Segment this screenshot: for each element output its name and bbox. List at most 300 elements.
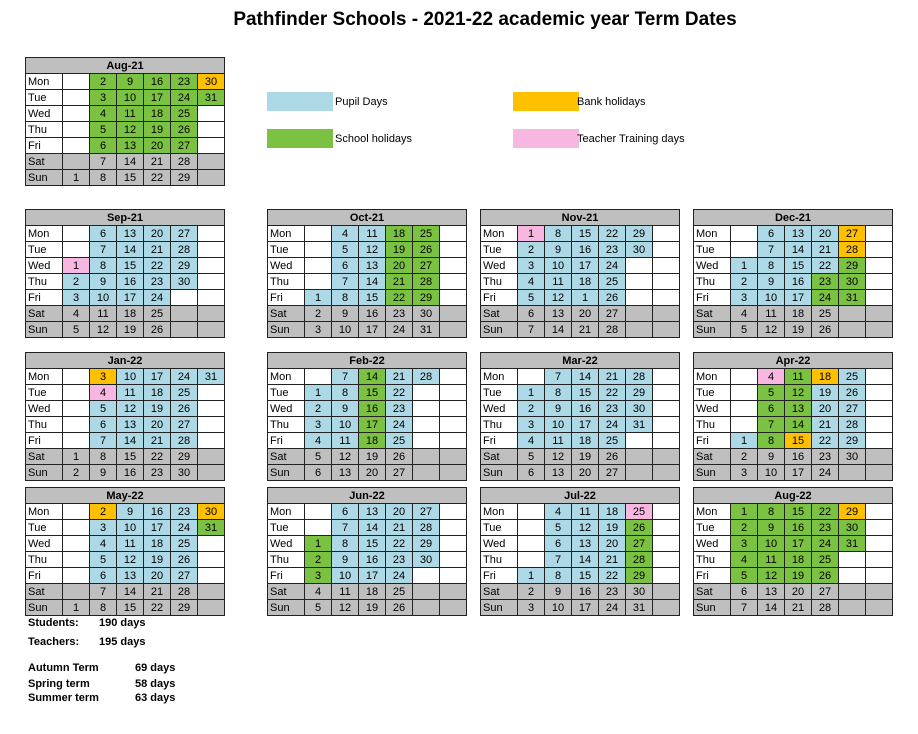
date-cell: 18 — [117, 306, 144, 322]
date-cell: 25 — [599, 433, 626, 449]
day-name-label: Fri — [268, 433, 305, 449]
legend-swatch-bank — [513, 92, 579, 111]
date-cell: 19 — [386, 242, 413, 258]
date-cell: 9 — [117, 74, 144, 90]
day-name-label: Wed — [694, 536, 731, 552]
week-day-row — [268, 306, 467, 322]
month-header: Dec-21 — [694, 210, 893, 226]
date-cell: 30 — [198, 504, 225, 520]
date-cell — [63, 369, 90, 385]
date-cell — [198, 170, 225, 186]
week-day-row — [481, 449, 680, 465]
date-cell: 23 — [144, 274, 171, 290]
date-cell: 28 — [413, 520, 440, 536]
day-name-label: Tue — [26, 90, 63, 106]
date-cell: 13 — [117, 417, 144, 433]
week-day-row — [26, 600, 225, 616]
day-name-label: Sat — [26, 449, 63, 465]
date-cell: 4 — [90, 106, 117, 122]
date-cell: 13 — [572, 536, 599, 552]
date-cell: 10 — [758, 465, 785, 481]
date-cell: 4 — [305, 433, 332, 449]
date-cell — [866, 417, 893, 433]
date-cell: 9 — [332, 401, 359, 417]
date-cell: 31 — [839, 290, 866, 306]
day-name-label: Wed — [481, 401, 518, 417]
month-header: Sep-21 — [26, 210, 225, 226]
week-day-row — [26, 568, 225, 584]
date-cell: 8 — [545, 226, 572, 242]
month-calendar-jan-22 — [25, 352, 225, 481]
date-cell: 25 — [171, 385, 198, 401]
date-cell — [413, 465, 440, 481]
date-cell — [653, 274, 680, 290]
date-cell: 9 — [545, 584, 572, 600]
date-cell: 24 — [171, 369, 198, 385]
date-cell: 24 — [812, 536, 839, 552]
date-cell: 5 — [545, 520, 572, 536]
week-day-row — [481, 433, 680, 449]
date-cell: 28 — [171, 584, 198, 600]
date-cell — [440, 417, 467, 433]
date-cell: 13 — [758, 584, 785, 600]
date-cell: 22 — [599, 385, 626, 401]
date-cell: 2 — [731, 449, 758, 465]
date-cell — [440, 242, 467, 258]
students-label: Students: — [28, 617, 79, 629]
week-day-row — [481, 290, 680, 306]
date-cell: 10 — [332, 417, 359, 433]
week-day-row — [26, 504, 225, 520]
date-cell: 24 — [599, 600, 626, 616]
date-cell: 28 — [413, 274, 440, 290]
date-cell: 3 — [63, 290, 90, 306]
date-cell: 14 — [117, 154, 144, 170]
date-cell — [518, 552, 545, 568]
date-cell: 28 — [626, 369, 653, 385]
date-cell: 4 — [63, 306, 90, 322]
date-cell: 11 — [359, 226, 386, 242]
date-cell: 28 — [171, 433, 198, 449]
day-name-label: Mon — [26, 369, 63, 385]
date-cell — [440, 226, 467, 242]
date-cell: 2 — [518, 242, 545, 258]
date-cell — [171, 322, 198, 338]
week-day-row — [694, 385, 893, 401]
date-cell — [63, 122, 90, 138]
date-cell: 30 — [839, 449, 866, 465]
week-day-row — [26, 290, 225, 306]
month-header: Feb-22 — [268, 353, 467, 369]
date-cell: 26 — [386, 449, 413, 465]
date-cell: 15 — [117, 449, 144, 465]
date-cell: 24 — [599, 258, 626, 274]
date-cell: 23 — [812, 520, 839, 536]
date-cell: 13 — [359, 504, 386, 520]
date-cell: 28 — [839, 417, 866, 433]
date-cell: 17 — [572, 258, 599, 274]
date-cell: 28 — [626, 552, 653, 568]
date-cell: 6 — [518, 306, 545, 322]
date-cell: 12 — [572, 520, 599, 536]
date-cell: 29 — [413, 290, 440, 306]
date-cell: 12 — [545, 290, 572, 306]
date-cell: 24 — [171, 90, 198, 106]
date-cell — [198, 584, 225, 600]
date-cell: 29 — [626, 568, 653, 584]
month-calendar-may-22 — [25, 487, 225, 616]
date-cell — [626, 274, 653, 290]
date-cell — [440, 568, 467, 584]
day-name-label: Thu — [268, 274, 305, 290]
date-cell — [653, 369, 680, 385]
date-cell: 15 — [572, 226, 599, 242]
date-cell: 12 — [545, 449, 572, 465]
date-cell: 22 — [144, 449, 171, 465]
autumn-term-value: 69 days — [135, 662, 176, 674]
date-cell — [413, 449, 440, 465]
week-day-row — [694, 465, 893, 481]
date-cell: 26 — [171, 122, 198, 138]
date-cell — [440, 520, 467, 536]
date-cell — [63, 226, 90, 242]
date-cell: 12 — [332, 449, 359, 465]
date-cell: 23 — [599, 584, 626, 600]
week-day-row — [26, 226, 225, 242]
date-cell: 2 — [731, 520, 758, 536]
date-cell: 9 — [332, 552, 359, 568]
day-name-label: Tue — [694, 520, 731, 536]
week-day-row — [694, 226, 893, 242]
date-cell — [731, 242, 758, 258]
date-cell: 13 — [545, 306, 572, 322]
week-day-row — [694, 536, 893, 552]
date-cell: 10 — [90, 290, 117, 306]
date-cell — [866, 568, 893, 584]
week-day-row — [268, 258, 467, 274]
day-name-label: Thu — [481, 274, 518, 290]
date-cell: 7 — [731, 600, 758, 616]
date-cell: 1 — [731, 504, 758, 520]
day-name-label: Fri — [268, 568, 305, 584]
day-name-label: Mon — [26, 504, 63, 520]
date-cell: 6 — [90, 138, 117, 154]
week-day-row — [26, 106, 225, 122]
date-cell: 1 — [63, 258, 90, 274]
date-cell: 17 — [572, 600, 599, 616]
date-cell: 12 — [90, 322, 117, 338]
date-cell: 28 — [839, 242, 866, 258]
date-cell: 12 — [332, 600, 359, 616]
date-cell — [866, 536, 893, 552]
date-cell: 8 — [90, 449, 117, 465]
day-name-label: Fri — [481, 568, 518, 584]
date-cell — [198, 322, 225, 338]
week-day-row — [694, 322, 893, 338]
date-cell — [198, 138, 225, 154]
date-cell — [198, 306, 225, 322]
date-cell — [198, 385, 225, 401]
day-name-label: Tue — [481, 242, 518, 258]
date-cell: 9 — [90, 465, 117, 481]
date-cell: 15 — [359, 385, 386, 401]
month-header: Jun-22 — [268, 488, 467, 504]
date-cell: 1 — [518, 385, 545, 401]
legend-label-pupil: Pupil Days — [335, 96, 388, 108]
week-day-row — [694, 306, 893, 322]
date-cell: 11 — [332, 584, 359, 600]
date-cell: 24 — [171, 520, 198, 536]
date-cell: 11 — [545, 274, 572, 290]
week-day-row — [26, 170, 225, 186]
month-calendar-aug-22 — [693, 487, 893, 616]
date-cell: 7 — [545, 369, 572, 385]
week-day-row — [26, 417, 225, 433]
week-day-row — [26, 369, 225, 385]
date-cell: 1 — [63, 170, 90, 186]
date-cell: 31 — [626, 600, 653, 616]
date-cell: 15 — [117, 258, 144, 274]
date-cell: 22 — [144, 600, 171, 616]
date-cell: 13 — [117, 568, 144, 584]
day-name-label: Wed — [26, 536, 63, 552]
date-cell — [63, 417, 90, 433]
day-name-label: Thu — [26, 552, 63, 568]
date-cell — [198, 536, 225, 552]
date-cell: 14 — [758, 600, 785, 616]
date-cell — [413, 568, 440, 584]
day-name-label: Mon — [268, 504, 305, 520]
date-cell: 18 — [144, 106, 171, 122]
day-name-label: Tue — [268, 385, 305, 401]
date-cell — [653, 290, 680, 306]
date-cell: 1 — [518, 568, 545, 584]
week-day-row — [268, 242, 467, 258]
date-cell: 25 — [812, 306, 839, 322]
date-cell — [626, 306, 653, 322]
week-day-row — [481, 465, 680, 481]
date-cell: 22 — [144, 170, 171, 186]
date-cell: 18 — [572, 433, 599, 449]
date-cell — [63, 584, 90, 600]
date-cell: 17 — [785, 536, 812, 552]
date-cell: 17 — [117, 290, 144, 306]
day-name-label: Sat — [694, 306, 731, 322]
date-cell: 6 — [332, 258, 359, 274]
date-cell: 1 — [731, 433, 758, 449]
date-cell: 17 — [785, 290, 812, 306]
date-cell: 21 — [144, 433, 171, 449]
date-cell: 17 — [144, 369, 171, 385]
date-cell: 2 — [63, 465, 90, 481]
date-cell: 23 — [599, 401, 626, 417]
date-cell: 8 — [332, 290, 359, 306]
date-cell — [626, 258, 653, 274]
date-cell — [413, 433, 440, 449]
date-cell: 3 — [518, 600, 545, 616]
date-cell: 3 — [305, 322, 332, 338]
date-cell: 13 — [785, 401, 812, 417]
date-cell — [440, 584, 467, 600]
date-cell: 13 — [545, 465, 572, 481]
month-calendar-sep-21 — [25, 209, 225, 338]
month-calendar-mar-22 — [480, 352, 680, 481]
date-cell: 7 — [518, 322, 545, 338]
date-cell — [198, 106, 225, 122]
day-name-label: Thu — [694, 417, 731, 433]
week-day-row — [694, 568, 893, 584]
date-cell — [171, 306, 198, 322]
date-cell: 14 — [545, 322, 572, 338]
date-cell: 24 — [386, 417, 413, 433]
date-cell — [440, 322, 467, 338]
date-cell: 23 — [812, 274, 839, 290]
date-cell — [653, 322, 680, 338]
date-cell: 5 — [731, 322, 758, 338]
date-cell: 26 — [144, 322, 171, 338]
date-cell: 4 — [305, 584, 332, 600]
date-cell: 13 — [332, 465, 359, 481]
date-cell: 16 — [117, 465, 144, 481]
date-cell — [63, 74, 90, 90]
month-calendar-oct-21 — [267, 209, 467, 338]
week-day-row — [268, 584, 467, 600]
date-cell: 14 — [117, 242, 144, 258]
date-cell: 20 — [599, 536, 626, 552]
week-day-row — [26, 385, 225, 401]
date-cell: 8 — [758, 433, 785, 449]
date-cell — [198, 290, 225, 306]
date-cell: 10 — [545, 417, 572, 433]
date-cell — [839, 584, 866, 600]
date-cell: 1 — [305, 290, 332, 306]
date-cell: 26 — [386, 600, 413, 616]
day-name-label: Sat — [268, 449, 305, 465]
date-cell — [866, 401, 893, 417]
legend-swatch-pupil — [267, 92, 333, 111]
date-cell: 2 — [90, 504, 117, 520]
date-cell — [731, 385, 758, 401]
day-name-label: Tue — [268, 242, 305, 258]
date-cell: 5 — [90, 552, 117, 568]
date-cell: 4 — [545, 504, 572, 520]
date-cell: 17 — [359, 417, 386, 433]
date-cell — [305, 520, 332, 536]
date-cell: 10 — [117, 369, 144, 385]
date-cell: 26 — [171, 552, 198, 568]
month-header: Mar-22 — [481, 353, 680, 369]
date-cell: 18 — [144, 385, 171, 401]
date-cell: 21 — [812, 242, 839, 258]
date-cell — [198, 449, 225, 465]
date-cell: 9 — [758, 449, 785, 465]
date-cell — [653, 600, 680, 616]
date-cell: 8 — [90, 258, 117, 274]
date-cell: 11 — [332, 433, 359, 449]
week-day-row — [268, 401, 467, 417]
date-cell: 5 — [305, 600, 332, 616]
date-cell: 16 — [359, 552, 386, 568]
date-cell: 21 — [785, 600, 812, 616]
week-day-row — [694, 369, 893, 385]
date-cell: 6 — [90, 568, 117, 584]
date-cell — [413, 584, 440, 600]
day-name-label: Wed — [481, 536, 518, 552]
date-cell: 16 — [144, 504, 171, 520]
date-cell: 25 — [626, 504, 653, 520]
spring-term-value: 58 days — [135, 678, 176, 690]
date-cell: 28 — [599, 322, 626, 338]
date-cell — [626, 433, 653, 449]
date-cell: 2 — [305, 552, 332, 568]
date-cell: 23 — [171, 504, 198, 520]
date-cell — [866, 322, 893, 338]
date-cell: 18 — [812, 369, 839, 385]
day-name-label: Fri — [26, 568, 63, 584]
date-cell — [413, 385, 440, 401]
date-cell: 19 — [359, 449, 386, 465]
date-cell: 2 — [90, 74, 117, 90]
day-name-label: Sun — [268, 465, 305, 481]
date-cell — [866, 600, 893, 616]
date-cell — [653, 584, 680, 600]
week-day-row — [26, 274, 225, 290]
date-cell: 17 — [359, 568, 386, 584]
day-name-label: Wed — [268, 536, 305, 552]
date-cell: 12 — [758, 322, 785, 338]
date-cell: 8 — [758, 258, 785, 274]
date-cell: 30 — [626, 401, 653, 417]
date-cell — [305, 242, 332, 258]
date-cell: 5 — [305, 449, 332, 465]
week-day-row — [26, 449, 225, 465]
date-cell — [653, 520, 680, 536]
date-cell: 18 — [359, 584, 386, 600]
day-name-label: Sat — [268, 306, 305, 322]
day-name-label: Thu — [481, 552, 518, 568]
date-cell: 8 — [758, 504, 785, 520]
date-cell: 5 — [731, 568, 758, 584]
week-day-row — [481, 401, 680, 417]
date-cell: 25 — [812, 552, 839, 568]
day-name-label: Fri — [481, 290, 518, 306]
week-day-row — [26, 74, 225, 90]
date-cell — [63, 242, 90, 258]
date-cell: 9 — [758, 274, 785, 290]
date-cell: 22 — [599, 568, 626, 584]
week-day-row — [481, 242, 680, 258]
date-cell — [866, 242, 893, 258]
week-day-row — [694, 520, 893, 536]
date-cell: 5 — [63, 322, 90, 338]
week-day-row — [26, 401, 225, 417]
day-name-label: Fri — [268, 290, 305, 306]
date-cell: 6 — [90, 417, 117, 433]
day-name-label: Sat — [481, 584, 518, 600]
date-cell: 1 — [572, 290, 599, 306]
day-name-label: Fri — [26, 138, 63, 154]
date-cell: 13 — [359, 258, 386, 274]
date-cell: 26 — [171, 401, 198, 417]
date-cell: 24 — [599, 417, 626, 433]
day-name-label: Sun — [694, 322, 731, 338]
day-name-label: Sun — [26, 600, 63, 616]
week-day-row — [26, 536, 225, 552]
date-cell: 7 — [90, 584, 117, 600]
date-cell: 24 — [812, 290, 839, 306]
date-cell: 25 — [171, 106, 198, 122]
date-cell: 3 — [731, 290, 758, 306]
